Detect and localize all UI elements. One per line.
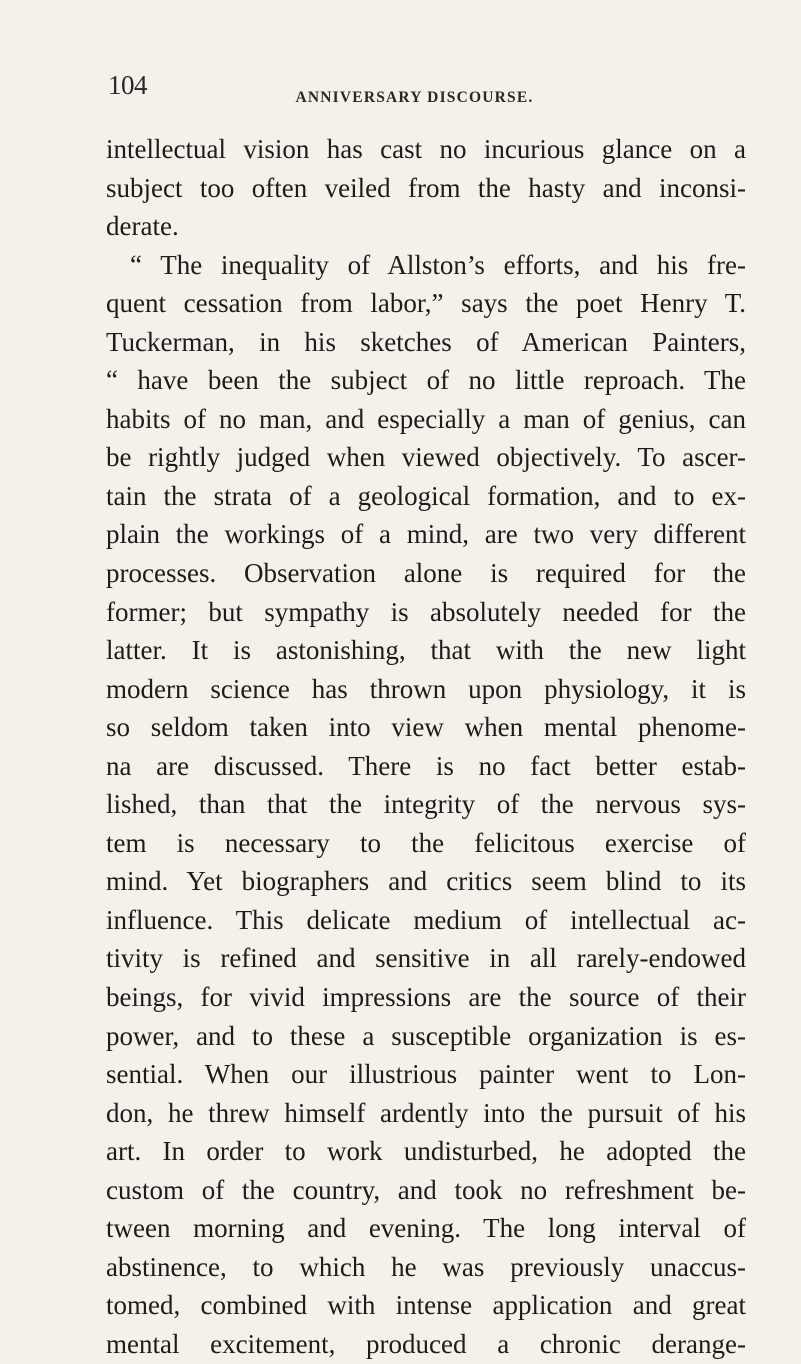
- text-line: mind. Yet biographers and critics seem blind to its: [106, 866, 746, 897]
- text-line: plain the workings of a mind, are two very different: [106, 519, 746, 550]
- text-line: latter. It is astonishing, that with the new light: [106, 635, 746, 666]
- text-line: so seldom taken into view when mental phenome-: [106, 712, 746, 743]
- text-line: tain the strata of a geological formation, and to ex-: [106, 480, 746, 511]
- page-number: 104: [108, 70, 147, 100]
- text-line: lished, than that the integrity of the nervous sys-: [106, 789, 746, 820]
- text-line: derate.: [106, 211, 179, 242]
- text-line: former; but sympathy is absolutely needed for the: [106, 596, 746, 627]
- text-line: intellectual vision has cast no incurious glance on a: [106, 134, 746, 164]
- text-line: tomed, combined with intense application and great: [106, 1290, 746, 1321]
- text-line: habits of no man, and especially a man of genius, can: [106, 403, 746, 434]
- text-line: processes. Observation alone is required for the: [106, 558, 746, 589]
- text-line: custom of the country, and took no refreshment be-: [106, 1174, 746, 1205]
- text-line: modern science has thrown upon physiology, it is: [106, 673, 746, 704]
- text-line: beings, for vivid impressions are the source of their: [106, 982, 746, 1013]
- text-line: power, and to these a susceptible organization is es-: [106, 1020, 746, 1051]
- text-line: subject too often veiled from the hasty and inconsi-: [106, 172, 746, 203]
- text-line: influence. This delicate medium of intellectual ac-: [106, 904, 746, 935]
- text-line: don, he threw himself ardently into the pursuit of his: [106, 1097, 746, 1128]
- text-line: sential. When our illustrious painter went to Lon-: [106, 1059, 746, 1090]
- text-line: na are discussed. There is no fact better estab-: [106, 750, 746, 781]
- text-line: quent cessation from labor,” says the poet Henry T.: [106, 288, 746, 319]
- text-line: “ The inequality of Allston’s efforts, and his fre-: [130, 249, 746, 280]
- text-line: art. In order to work undisturbed, he adopted the: [106, 1136, 746, 1167]
- text-line: mental excitement, produced a chronic derange-: [106, 1328, 746, 1359]
- text-line: tem is necessary to the felicitous exercise of: [106, 827, 746, 858]
- text-line: be rightly judged when viewed objectively. To ascer-: [106, 442, 746, 473]
- text-line: Tuckerman, in his sketches of American Painters,: [106, 326, 746, 357]
- text-line: tween morning and evening. The long interval of: [106, 1213, 746, 1244]
- text-line: abstinence, to which he was previously unaccus-: [106, 1251, 746, 1282]
- running-head: ANNIVERSARY DISCOURSE.: [295, 89, 534, 106]
- text-line: tivity is refined and sensitive in all rarely-endowed: [106, 943, 746, 974]
- text-line: “ have been the subject of no little reproach. The: [106, 365, 746, 396]
- body-text: [106, 130, 746, 1364]
